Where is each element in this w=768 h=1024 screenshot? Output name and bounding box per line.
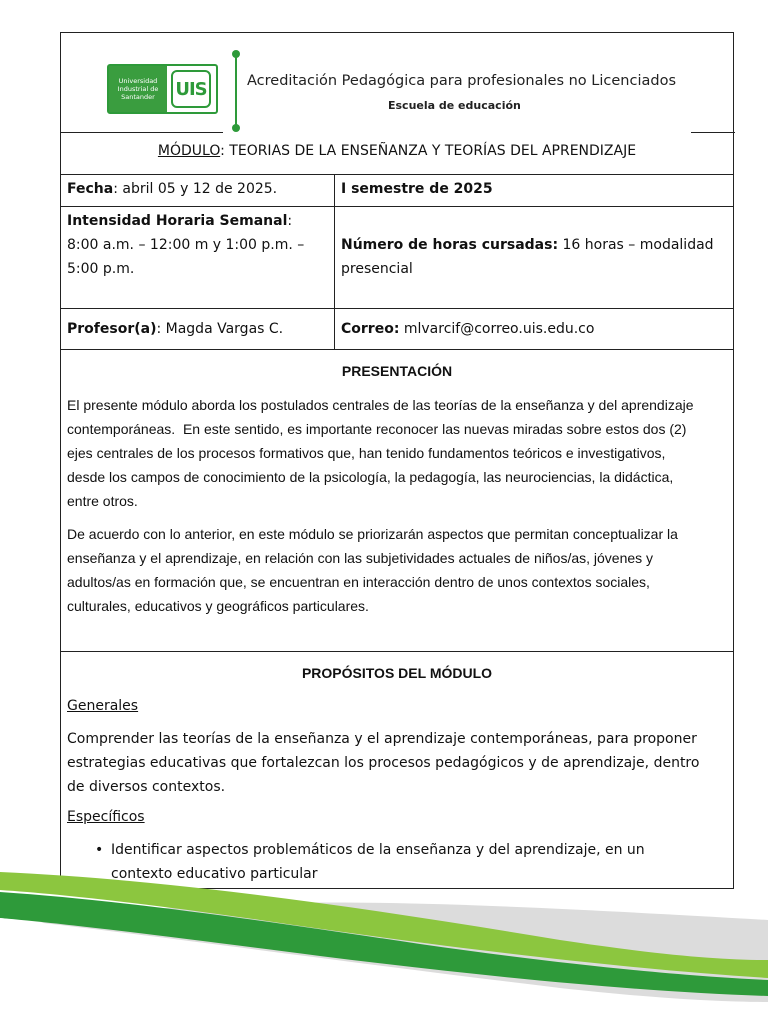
profesor-label: Profesor(a)	[67, 321, 157, 337]
generales-text	[67, 727, 727, 799]
list-item-line: contexto educativo particular	[111, 866, 318, 882]
intensidad-line1: 8:00 a.m. – 12:00 m y 1:00 p.m. –	[67, 237, 305, 253]
header-divider	[235, 54, 237, 128]
table-rule	[61, 349, 733, 350]
intensidad-label: Intensidad Horaria Semanal	[67, 213, 288, 229]
especificos-label: Específicos	[67, 809, 145, 825]
fecha-cell	[67, 177, 277, 201]
paragraph-line: De acuerdo con lo anterior, en este módulo se priorizarán aspectos que permitan conceptualizar la	[67, 526, 678, 542]
presentacion-paragraph-1	[67, 393, 727, 513]
correo-cell	[341, 317, 594, 341]
paragraph-line: enseñanza y el aprendizaje, en relación con las subjetividades actuales de niños/as, jóvenes y	[67, 550, 654, 566]
logo-uis-mark: UIS	[171, 70, 211, 108]
document-header	[61, 33, 733, 133]
intensidad-colon: :	[287, 213, 293, 229]
paragraph-line: adultos/as en formación que, se encuentran en interacción dentro de unos contextos sociales,	[67, 574, 650, 590]
paragraph-line: ejes centrales de los procesos formativos que, han tenido fundamentos teóricos e investigativos,	[67, 445, 666, 461]
header-rule-left	[61, 132, 223, 133]
module-name: : TEORIAS DE LA ENSEÑANZA Y TEORÍAS DEL APRENDIZAJE	[220, 143, 637, 159]
header-title: Acreditación Pedagógica para profesionales no Licenciados	[247, 73, 676, 89]
paragraph-line: Comprender las teorías de la enseñanza y el aprendizaje contemporáneas, para proponer	[67, 731, 697, 747]
paragraph-line: contemporáneas. En este sentido, es importante reconocer las nuevas miradas sobre estos dos (2)	[67, 421, 687, 437]
correo-value: mlvarcif@correo.uis.edu.co	[399, 321, 595, 337]
paragraph-line: estrategias educativas que fortalezcan los procesos pedagógicos y de aprendizaje, dentro	[67, 755, 700, 771]
header-subtitle: Escuela de educación	[388, 99, 521, 112]
bullet-icon: •	[95, 842, 104, 858]
horas-value-line1: 16 horas – modalidad	[558, 237, 714, 253]
presentacion-title: PRESENTACIÓN	[341, 363, 453, 379]
footer-wave-decoration	[0, 860, 768, 1024]
paragraph-line: culturales, educativos y geográficos particulares.	[67, 598, 369, 614]
paragraph-line: desde los campos de conocimiento de la psicología, la pedagogía, las neurociencias, la didáctica,	[67, 469, 674, 485]
paragraph-line: El presente módulo aborda los postulados centrales de las teorías de la enseñanza y del aprendizaje	[67, 397, 694, 413]
table-column-divider	[334, 174, 335, 350]
intensidad-line2: 5:00 p.m.	[67, 261, 135, 277]
module-row	[61, 143, 733, 159]
list-item-line: Identificar aspectos problemáticos de la enseñanza y del aprendizaje, en un	[111, 842, 645, 858]
intensidad-cell	[67, 209, 329, 281]
table-rule	[61, 651, 733, 652]
uis-logo	[107, 64, 218, 114]
header-rule-right	[691, 132, 735, 133]
generales-label: Generales	[67, 698, 139, 714]
presentacion-paragraph-2	[67, 522, 727, 618]
table-rule	[61, 206, 733, 207]
fecha-label: Fecha	[67, 181, 114, 197]
table-rule	[61, 174, 733, 175]
correo-label: Correo:	[341, 321, 400, 337]
horas-value-line2: presencial	[341, 261, 413, 277]
logo-university-text: Universidad Industrial de Santander	[109, 66, 167, 112]
profesor-cell	[67, 317, 283, 341]
semestre-cell: I semestre de 2025	[341, 181, 493, 197]
table-rule	[61, 308, 733, 309]
module-label: MÓDULO	[157, 143, 221, 159]
fecha-value: : abril 05 y 12 de 2025.	[113, 181, 278, 197]
horas-label: Número de horas cursadas:	[341, 237, 559, 253]
horas-cell	[341, 233, 731, 281]
profesor-value: : Magda Vargas C.	[156, 321, 284, 337]
document-frame	[60, 32, 734, 889]
paragraph-line: de diversos contextos.	[67, 779, 226, 795]
paragraph-line: entre otros.	[67, 493, 138, 509]
propositos-title: PROPÓSITOS DEL MÓDULO	[301, 665, 493, 681]
